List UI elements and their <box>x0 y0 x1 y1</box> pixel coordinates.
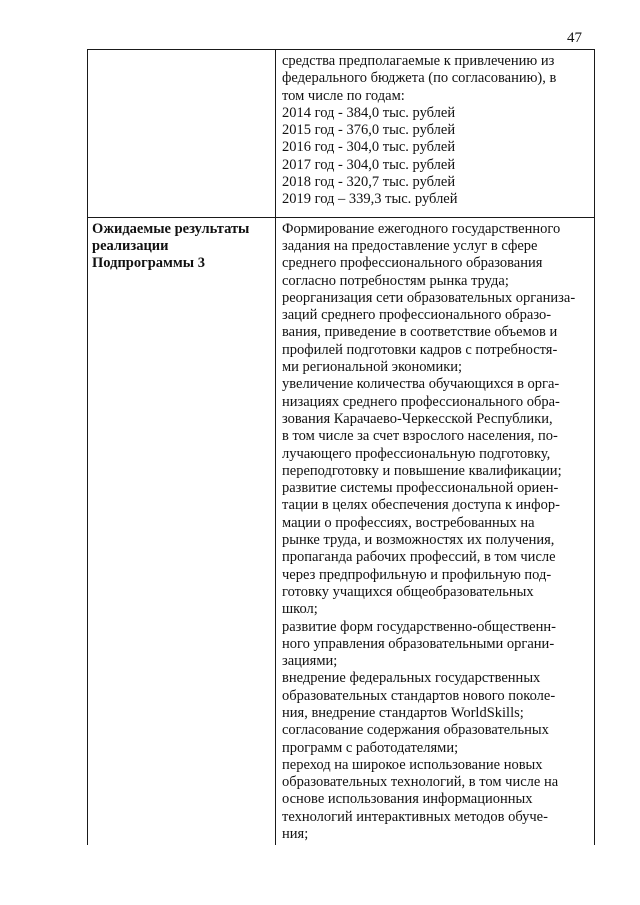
text-line: согласование содержания образовательных <box>282 722 549 739</box>
text-line: задания на предоставление услуг в сфере <box>282 237 538 254</box>
text-line: низациях среднего профессионального обра- <box>282 393 560 410</box>
text-line: ния, внедрение стандартов WorldSkills; <box>282 704 524 721</box>
year-amount-line: 2015 год - 376,0 тыс. рублей <box>282 122 456 139</box>
passport-table <box>87 49 595 845</box>
text-line: переподготовку и повышение квалификации; <box>282 462 562 479</box>
text-line: в том числе за счет взрослого населения, по- <box>282 428 558 445</box>
text-line: школ; <box>282 601 318 618</box>
table-row-funding <box>88 50 595 218</box>
table-row-expected-results <box>88 217 595 845</box>
text-line: развитие системы профессиональной ориен- <box>282 480 559 497</box>
text-line: технологий интерактивных методов обуче- <box>282 808 548 825</box>
funding-cell <box>276 50 595 218</box>
year-amount-line: 2017 год - 304,0 тыс. рублей <box>282 156 456 173</box>
text-line: программ с работодателями; <box>282 739 459 756</box>
text-line: ного управления образовательными органи- <box>282 635 555 652</box>
text-line: увеличение количества обучающихся в орга- <box>282 376 560 393</box>
text-line: согласно потребностям рынка труда; <box>282 272 509 289</box>
row-label-empty <box>88 50 276 218</box>
text-line: через предпрофильную и профильную под- <box>282 566 552 583</box>
label-line: реализации <box>92 237 169 254</box>
text-line: переход на широкое использование новых <box>282 756 543 773</box>
text-line: рынке труда, и возможностях их получения, <box>282 532 555 549</box>
year-amount-line: 2014 год - 384,0 тыс. рублей <box>282 104 456 121</box>
text-line: Формирование ежегодного государственного <box>282 220 561 237</box>
text-line: развитие форм государственно-общественн- <box>282 618 556 635</box>
label-line: Подпрограммы 3 <box>92 255 205 272</box>
label-line: Ожидаемые результаты <box>92 220 250 237</box>
text-line: основе использования информационных <box>282 791 533 808</box>
text-line: лучающего профессиональную подготовку, <box>282 445 551 462</box>
year-amount-line: 2019 год – 339,3 тыс. рублей <box>282 191 458 208</box>
row-label-expected-results <box>88 217 276 845</box>
year-amount-line: 2016 год - 304,0 тыс. рублей <box>282 139 456 156</box>
text-line: ния; <box>282 826 309 843</box>
text-line: средства предполагаемые к привлечению из <box>282 53 555 69</box>
text-line: готовку учащихся общеобразовательных <box>282 583 534 600</box>
text-line: зациями; <box>282 653 338 670</box>
expected-results-cell <box>276 217 595 845</box>
text-line: заций среднего профессионального образо- <box>282 307 552 324</box>
page-number: 47 <box>567 30 582 46</box>
text-line: среднего профессионального образования <box>282 255 543 272</box>
text-line: мации о профессиях, востребованных на <box>282 514 535 531</box>
text-line: профилей подготовки кадров с потребностя- <box>282 341 558 358</box>
text-line: вания, приведение в соответствие объемов и <box>282 324 558 341</box>
text-line: ми региональной экономики; <box>282 359 463 376</box>
text-line: образовательных технологий, в том числе на <box>282 774 559 791</box>
year-amount-line: 2018 год - 320,7 тыс. рублей <box>282 174 456 191</box>
text-line: том числе по годам: <box>282 87 405 104</box>
text-line: тации в целях обеспечения доступа к инфор- <box>282 497 560 514</box>
text-line: реорганизация сети образовательных организа- <box>282 289 576 306</box>
text-line: внедрение федеральных государственных <box>282 670 541 687</box>
text-line: образовательных стандартов нового поколе- <box>282 687 556 704</box>
text-line: пропаганда рабочих профессий, в том числе <box>282 549 556 566</box>
text-line: федерального бюджета (по согласованию), в <box>282 70 557 87</box>
text-line: зования Карачаево-Черкесской Республики, <box>282 410 553 427</box>
